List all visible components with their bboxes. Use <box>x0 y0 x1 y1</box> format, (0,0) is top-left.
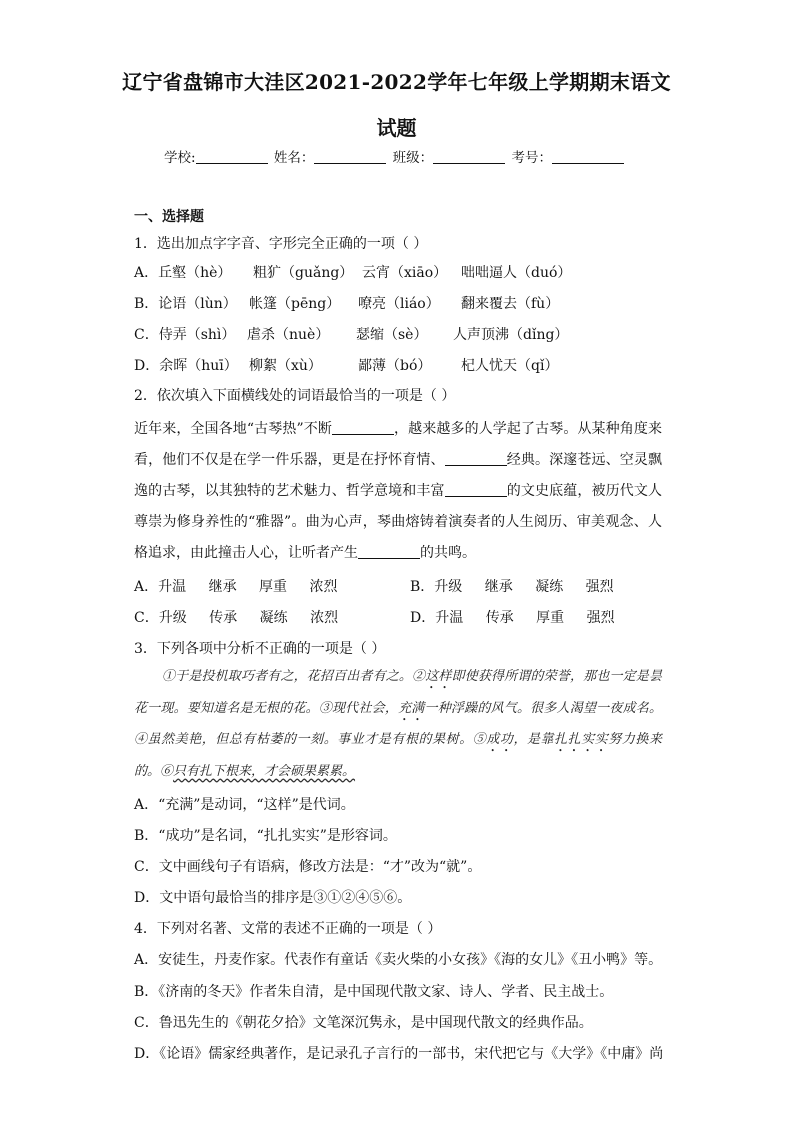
q2-passage-text-5: 的共鸣。 <box>420 545 476 561</box>
q3-option-a: A．“充满”是动词，“这样”是代词。 <box>134 797 355 813</box>
q4-stem: 4．下列对名著、文常的表述不正确的一项是（ ） <box>134 921 442 937</box>
q2-option-c: C．升级 传承 凝练 浓烈 <box>134 610 339 626</box>
q1-option-a-4: 咄咄逼人（duó） <box>461 265 572 281</box>
q2-blank-1[interactable] <box>332 420 394 435</box>
q1-option-d: D．余晖（huī） <box>134 358 238 374</box>
q2-option-b: B．升级 继承 凝练 强烈 <box>410 579 614 595</box>
exam-number-field[interactable] <box>552 151 624 164</box>
q1-option-c-3: 瑟缩（sè） <box>356 327 428 343</box>
q1-option-d-4: 杞人忧天（qǐ） <box>461 358 559 374</box>
q2-blank-2[interactable] <box>445 451 507 466</box>
q1-option-a-2: 粗犷（guǎng） <box>253 265 354 281</box>
q4-option-a: A．安徒生，丹麦作家。代表作有童话《卖火柴的小女孩》《海的女儿》《丑小鸭》等。 <box>134 952 663 968</box>
q2-passage <box>134 414 662 569</box>
exam-title-cont: 试题 <box>376 116 417 140</box>
q3-passage: ①于是投机取巧者有之，花招百出者有之。②这样即使获得所谓的荣誉，那也一定是昙花一现。要知道名是无根的花。③现代社会，充满一种浮躁的风气。很多人渴望一夜成名。④虽然美艳，但总有枯萎的一刻。事业才是有根的果树。⑤成功，是靠扎扎实实努力换来的。⑥只有扎下根来，才会硕果累累。 <box>134 669 662 779</box>
exam-title: 辽宁省盘锦市大洼区2021-2022学年七年级上学期期末语文 <box>122 70 671 94</box>
q3-stem: 3．下列各项中分析不正确的一项是（ ） <box>134 641 386 657</box>
q1-option-d-3: 鄙薄（bó） <box>358 358 432 374</box>
class-label: 班级： <box>392 150 434 166</box>
q2-passage-text-4: 的文史底蕴，被历代文人尊崇为修身养性的“雅器”。曲为心声，琴曲熔铸着演奏者的人生阅历、审美观念、人格追求，由此撞击人心，让听者产生 <box>134 483 663 561</box>
school-field[interactable] <box>196 151 268 164</box>
q1-option-b-2: 帐篷（pēng） <box>249 296 341 312</box>
q1-option-a: A．丘壑（hè） <box>134 265 232 281</box>
q3-underlined-sentence: 只有扎下根来，才会硕果累累。 <box>173 763 356 779</box>
q2-passage-text-1: 近年来，全国各地“古琴热”不断 <box>134 421 332 437</box>
q1-option-c: C．侍弄（shì） <box>134 327 236 343</box>
class-field[interactable] <box>433 151 505 164</box>
q4-option-b: B．《济南的冬天》作者朱自清，是中国现代散文家、诗人、学者、民主战士。 <box>134 984 614 1000</box>
q1-option-a-3: 云宵（xiāo） <box>362 265 448 281</box>
q3-option-c: C．文中画线句子有语病，修改方法是：“才”改为“就”。 <box>134 859 482 875</box>
q4-option-d: D．《论语》儒家经典著作，是记录孔子言行的一部书，宋代把它与《大学》《中庸》尚 <box>134 1046 664 1062</box>
q1-option-b-3: 嘹亮（liáo） <box>358 296 440 312</box>
q1-option-b: B．论语（lùn） <box>134 296 237 312</box>
name-label: 姓名： <box>273 150 315 166</box>
student-info-row <box>164 146 626 166</box>
q3-dotted-word-2: 充满 <box>398 700 425 716</box>
q2-stem: 2．依次填入下面横线处的词语最恰当的一项是（ ） <box>134 388 456 404</box>
q4-option-c: C．鲁迅先生的《朝花夕拾》文笔深沉隽永，是中国现代散文的经典作品。 <box>134 1015 593 1031</box>
q2-option-a: A．升温 继承 厚重 浓烈 <box>134 579 338 595</box>
q1-option-c-4: 人声顶沸（dǐng） <box>453 327 569 343</box>
q3-dotted-word-4: 扎扎实实 <box>554 732 609 747</box>
q2-option-d: D．升温 传承 厚重 强烈 <box>410 610 615 626</box>
exam-number-label: 考号： <box>511 150 552 166</box>
q2-passage-text-3: 经典。深邃苍远、空灵飘逸的古琴，以其独特的艺术魅力、哲学意境和丰富 <box>134 452 663 499</box>
q2-blank-3[interactable] <box>445 482 507 497</box>
q2-passage-text-2: ，越来越多的人学起了古琴。从某种角度来看，他们不仅是在学一件乐器，更是在抒怀育情、 <box>134 421 662 468</box>
q1-option-d-2: 柳絮（xù） <box>249 358 322 374</box>
q3-dotted-word-3: 成功 <box>486 732 514 747</box>
q3-option-b: B．“成功”是名词，“扎扎实实”是形容词。 <box>134 828 397 844</box>
section-heading: 一、选择题 <box>134 209 204 225</box>
q2-blank-4[interactable] <box>358 544 420 559</box>
q1-stem: 1．选出加点字字音、字形完全正确的一项（ ） <box>134 236 428 252</box>
school-label: 学校: <box>164 150 196 166</box>
name-field[interactable] <box>314 151 386 164</box>
q3-dotted-word-1: 这样 <box>425 669 452 684</box>
q3-option-d: D．文中语句最恰当的排序是③①②④⑤⑥。 <box>134 890 412 906</box>
q1-option-c-2: 虐杀（nuè） <box>247 327 330 343</box>
q1-option-b-4: 翻来覆去（fù） <box>461 296 560 312</box>
